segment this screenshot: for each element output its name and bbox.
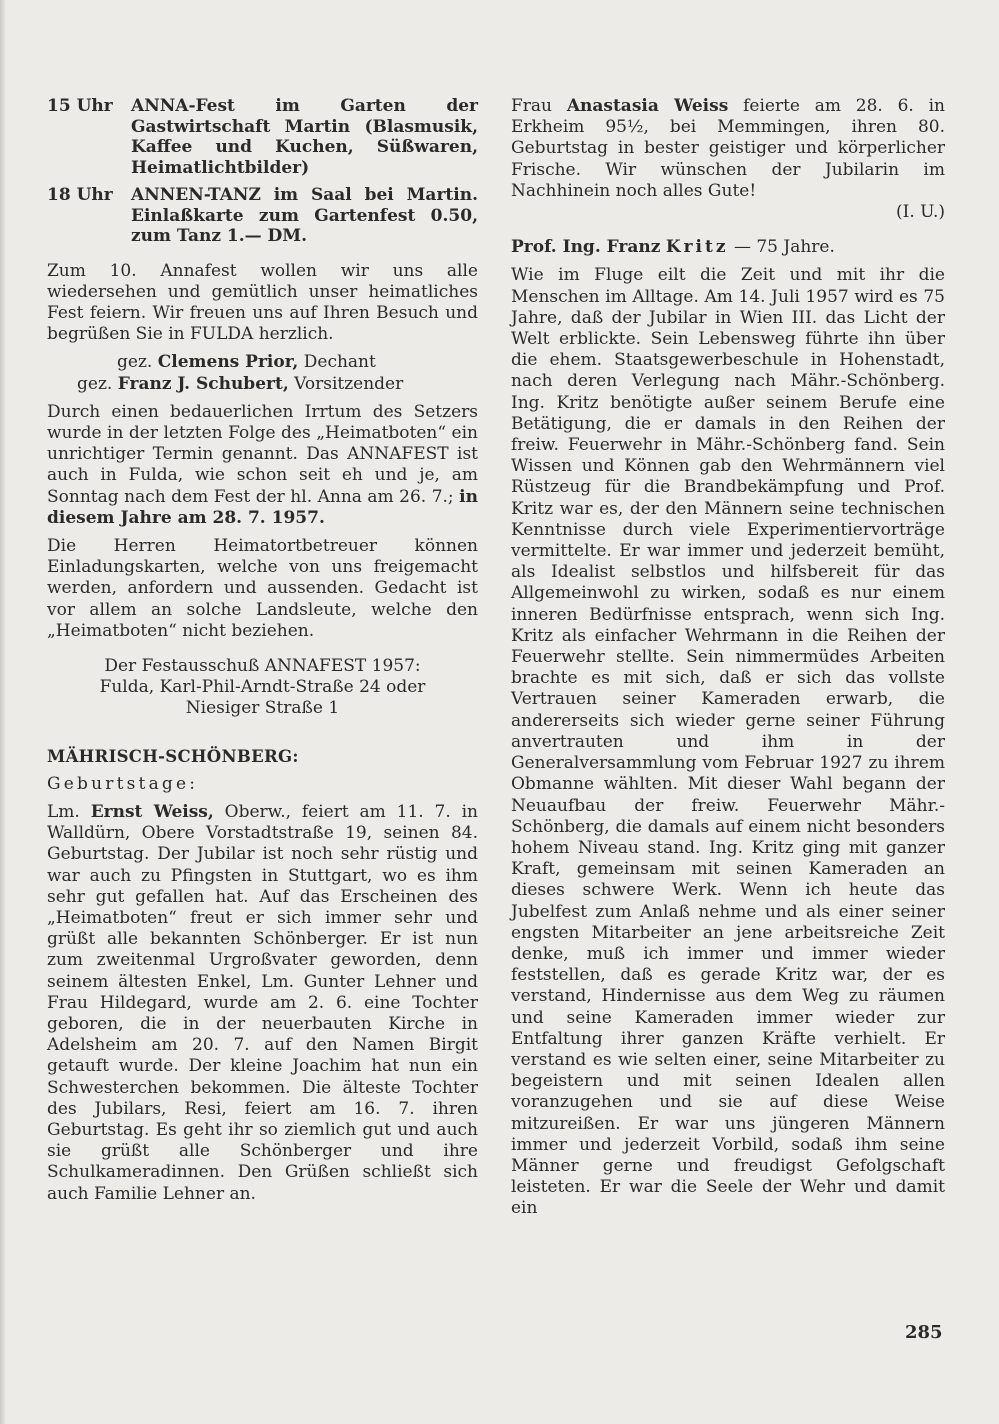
schedule-time: 18 Uhr: [47, 185, 113, 205]
anastasia-signature: (I. U.): [896, 202, 945, 223]
schedule-row-18: [47, 185, 478, 247]
signature-role: Dechant: [303, 352, 376, 373]
signature-prefix: gez.: [117, 352, 153, 373]
kritz-paragraph: Wie im Fluge eilt die Zeit und mit ihr die Menschen im Alltage. Am 14. Juli 1957 wird es 75 Jahre, daß der Jubilar in Wien III. das Licht der Welt erblickte. Sein Lebensweg führte ihn über die ehem. Staatsgewerbeschule in Hohenstadt, nach deren Verlegung nach Mähr.-Schönberg. Ing. Kritz benötigte außer seinem Berufe eine Betätigung, die er damals in den Reihen der freiw. Feuerwehr in Mähr.-Schönberg fand. Sein Wissen und Können gab den Wehrmännern viel Rüstzeug für die Brandbekämpfung und Prof. Kritz war es, der den Männern seine technischen Kenntnisse durch viele Experimentiervorträge vermittelte. Er war immer und jederzeit bemüht, als Idealist selbstlos und hilfsbereit für das Allgemeinwohl zu wirken, sodaß es nur einem inneren Bedürfnisse entsprach, wenn sich Ing. Kritz als einfacher Wehrmann in die Reihen der Feuerwehr stellte. Sein nimmermüdes Arbeiten brachte es mit sich, daß er sich das vollste Vertrauen seiner Kameraden erwarb, die andererseits sich wieder gerne seiner Führung anvertrauten und ihm in der Generalversammlung vom Februar 1927 zu ihrem Obmanne wählten. Mit dieser Wahl begann der Neuaufbau der freiw. Feuerwehr Mähr.-Schönberg, die damals auf einem nicht besonders hohem Niveau stand. Ing. Kritz ging mit ganzer Kraft, gemeinsam mit seinen Kameraden an dieses schwere Werk. Wenn ich heute das Jubelfest zum Anlaß nehme und als einer seiner engsten Mitarbeiter an jene arbeitsreiche Zeit denke, muß ich immer und immer wieder feststellen, daß es gerade Kritz war, der es verstand, Hindernisse aus dem Weg zu räumen und seine Kameraden immer wieder zur Entfaltung ihrer ganzen Kräfte verhielt. Er verstand es wie selten einer, seine Mitarbeiter zu begeistern und mit seinen Idealen allen voranzugehen und sie auf diese Weise mitzureißen. Er war uns jüngeren Männern immer und jederzeit Vorbild, sodaß ihm seine Männer gerne und freudigst Gefolgschaft leisteten. Er war die Seele der Wehr und damit ein: [511, 265, 945, 1219]
committee-block: [47, 656, 478, 720]
anastasia-prefix: Frau: [511, 96, 553, 116]
committee-line: Niesiger Straße 1: [185, 698, 340, 719]
signature-prior: [47, 352, 478, 373]
correction-text: Durch einen bedauerlichen Irrtum des Setzers wurde in der letzten Folge des „Heimatboten“ ein unrichtiger Termin genannt. Das ANNAFEST ist auch in Fulda, wie schon seit eh und je, am Sonntag nach dem Fest der hl. Anna am 26. 7.;: [47, 401, 478, 507]
section-heading: MÄHRISCH-SCHÖNBERG:: [47, 746, 299, 766]
invitation-cards-paragraph: Die Herren Heimatortbetreuer können Einladungskarten, welche von uns freigemacht werden, anfordern und aussenden. Gedacht ist vor allem an solche Landsleute, welche den „Heimatboten“ nicht beziehen.: [47, 535, 478, 641]
correction-date: in diesem Jahre am 28. 7. 1957.: [47, 486, 478, 528]
invitation-paragraph: Zum 10. Annafest wollen wir uns alle wiedersehen und gemütlich unser heimatliches Fest feiern. Wir freuen uns auf Ihren Besuch und begrüßen Sie in FULDA herzlich.: [47, 260, 478, 345]
birthday-text: Oberw., feiert am 11. 7. in Walldürn, Obere Vorstadtstraße 19, seinen 84. Geburtstag. Der Jubilar ist noch sehr rüstig und war auch zu Pfingsten in Stuttgart, wo es ihm sehr gut gefallen hat. Auf das Erscheinen des „Heimatboten“ freut er sich immer sehr und grüßt alle bekannten Schönberger. Er ist nun zum zweitenmal Urgroßvater geworden, denn seinem ältesten Enkel, Lm. Gunter Lehner und Frau Hildegard, wurde am 2. 6. eine Tochter geboren, die in der neuerbauten Kirche in Adelsheim am 20. 7. auf den Namen Birgit getauft wurde. Der kleine Joachim hat nun ein Schwesterchen bekommen. Die älteste Tochter des Jubilars, Resi, feiert am 16. 7. ihren Geburtstag. Es geht ihr so ziemlich gut und auch sie grüßt alle Schönberger und ihre Schulkameradinnen. Den Grüßen schließt sich auch Familie Lehner an.: [47, 801, 478, 1204]
right-column: [511, 96, 945, 1220]
kritz-title-suffix: — 75 Jahre.: [733, 237, 835, 258]
kritz-title: [511, 237, 945, 258]
schedule-text: ANNEN-TANZ im Saal bei Martin. Einlaßkarte zum Gartenfest 0.50, zum Tanz 1.— DM.: [131, 185, 478, 246]
section-subheading: Geburtstage:: [47, 773, 199, 794]
anastasia-paragraph: [511, 96, 945, 202]
signature-prefix: gez.: [77, 373, 113, 394]
page-edge-shadow: [0, 0, 6, 1424]
schedule-row-15: [47, 96, 478, 178]
anastasia-text: feierte am 28. 6. in Erkheim 95½, bei Memmingen, ihren 80. Geburtstag in bester geistiger und körperlicher Frische. Wir wünschen der Jubilarin im Nachhinein noch alles Gute!: [511, 96, 946, 201]
signature-name: Franz J. Schubert,: [117, 373, 289, 394]
page-number: 285: [905, 1322, 943, 1343]
birthday-name: Ernst Weiss,: [90, 801, 214, 822]
signature-schubert: [47, 374, 478, 395]
schedule-text: ANNA-Fest im Garten der Gastwirtschaft Martin (Blasmusik, Kaffee und Kuchen, Süßwaren, Heimatlichtbilder): [131, 96, 478, 178]
left-column: [47, 96, 478, 1205]
birthday-prefix: Lm.: [47, 801, 80, 822]
committee-line: Der Festausschuß ANNAFEST 1957:: [104, 655, 421, 676]
kritz-title-prefix: Prof. Ing. Franz: [511, 237, 661, 258]
birthday-paragraph: [47, 802, 478, 1205]
anastasia-name: Anastasia Weiss: [566, 96, 729, 116]
kritz-title-name: Kritz: [665, 237, 729, 258]
schedule-time: 15 Uhr: [47, 96, 113, 116]
correction-paragraph: [47, 402, 478, 529]
committee-line: Fulda, Karl-Phil-Arndt-Straße 24 oder: [99, 677, 426, 698]
signature-name: Clemens Prior,: [157, 352, 299, 373]
signature-role: Vorsitzender: [294, 373, 404, 394]
